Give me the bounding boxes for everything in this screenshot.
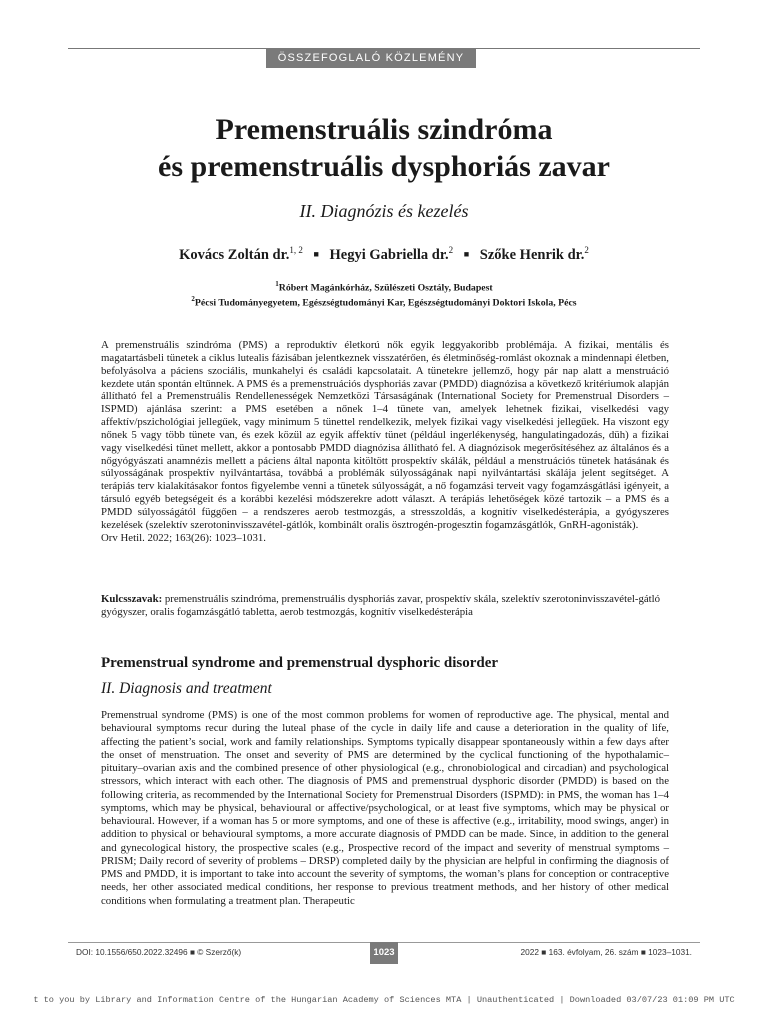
affiliation-text: Róbert Magánkórház, Szülészeti Osztály, Budapest bbox=[278, 282, 493, 294]
article-title-line-2: és premenstruális dysphoriás zavar bbox=[158, 150, 610, 183]
author-name: Szőke Henrik dr. bbox=[479, 246, 585, 263]
section-label: ÖSSZEFOGLALÓ KÖZLEMÉNY bbox=[266, 48, 476, 68]
download-notice: t to you by Library and Information Centre of the Hungarian Academy of Sciences MTA | Unauthenticated | Downloaded 03/07/23 01:09 PM UTC bbox=[33, 995, 735, 1005]
affiliation-2 bbox=[0, 292, 768, 310]
keywords-label: Kulcsszavak: bbox=[101, 593, 163, 605]
abstract-hu bbox=[101, 339, 669, 545]
keywords-text: premenstruális szindróma, premenstruális dysphoriás zavar, prospektív skála, szelektív szerotoninvisszavétel-gátló gyógyszer, oralis fogamzásgátló tabletta, aerob testmozgás, kognitív viselkedésterápia bbox=[101, 593, 661, 618]
affiliation-mark: 2 bbox=[191, 295, 195, 303]
english-abstract bbox=[101, 709, 669, 908]
author-affiliation-mark: 2 bbox=[448, 245, 454, 255]
english-title: Premenstrual syndrome and premenstrual dysphoric disorder bbox=[101, 655, 499, 671]
author-list bbox=[0, 245, 768, 264]
citation: Orv Hetil. 2022; 163(26): 1023–1031. bbox=[101, 531, 266, 544]
author-affiliation-mark: 2 bbox=[584, 245, 589, 255]
author-separator: ■ bbox=[313, 248, 319, 259]
article-title bbox=[0, 111, 768, 185]
affiliation-text: Pécsi Tudományegyetem, Egészségtudományi Kar, Egészségtudományi Doktori Iskola, Pécs bbox=[194, 297, 577, 309]
article-subtitle: II. Diagnózis és kezelés bbox=[299, 201, 469, 221]
keywords bbox=[101, 593, 669, 619]
author-affiliation-mark: 1, 2 bbox=[289, 245, 303, 255]
footer-doi: DOI: 10.1556/650.2022.32496 ■ © Szerző(k) bbox=[76, 947, 242, 957]
english-subtitle: II. Diagnosis and treatment bbox=[101, 680, 272, 697]
affiliation-mark: 1 bbox=[275, 280, 279, 288]
english-abstract-body: Premenstrual syndrome (PMS) is one of the most common problems for women of reproductive age. The physical, mental and behavioural symptoms recur during the luteal phase of the cycle in daily life and cause a deterioration in the quality of life, affecting the patient’s social, work and family relationships. Symptoms typically disappear spontaneously within a few days after the onset of menstruation. The onset and severity of PMS are determined by the cyclical functioning of the hypothalamic–pituitary–ovarian axis and the combined presence of other physiological (e.g., chronobiological and circadian) and psychological stressors, which interact with each other. The diagnosis of PMS and premenstrual dysphoric disorder (PMDD) is based on the following criteria, as recommended by the International Society for Premenstrual Disorders (ISPMD): in PMS, the woman has 1–4 symptoms, which may be physical, behavioural or affective/psychological, or at least five symptoms, which may be physical or behavioural. However, if a woman has 5 or more symptoms, and one of these is affective (e.g., irritability, mood swings, anger) in addition to physical or behavioural symptoms, a more accurate diagnosis of PMDD can be made. Since, in addition to the general and gynecological history, the prospective scales (e.g., Prospective record of the impact and severity of menstrual symptoms – PRISM; Daily record of severity of problems – DRSP) completed daily by the physician are helpful in confirming the diagnosis of PMS and PMDD, it is important to take into account the severity of symptoms, the woman’s plans for conception or contraceptive needs, her other associated medical conditions, her response to previous treatment methods, and her history of other medical conditions when formulating a treatment plan. Therapeutic bbox=[101, 709, 669, 907]
author-name: Kovács Zoltán dr. bbox=[179, 246, 290, 263]
footer-issue: 2022 ■ 163. évfolyam, 26. szám ■ 1023–1031. bbox=[520, 947, 692, 957]
author-separator: ■ bbox=[463, 248, 470, 259]
abstract-body: A premenstruális szindróma (PMS) a reproduktív életkorú nők egyik leggyakoribb problémája. A fizikai, mentális és magatartásbeli tünetek a ciklus lutealis fázisában jelentkeznek visszatérően, és életminőség-romlást okoznak a mindennapi életben, befolyásolva a páciens szociális, munkahelyi és családi kapcsolatait. A tünetekre jellemző, hogy pár nap alatt a menstruáció kezdete után spontán eltűnnek. A PMS és a premenstruációs dysphoriás zavar (PMDD) diagnózisa a következő kritériumok alapján állítható fel a Premenstruális Rendellenességek Nemzetközi Társaságának (International Society for Premenstrual Disorders – ISPMD) ajánlása szerint: a PMS esetében a nőnek 1–4 tünete van, amelyek lehetnek fizikai, viselkedési vagy affektív/pszichológiai jellegűek, vagy minimum 5 tünettel rendelkezik, melyek fizikai vagy viselkedési jellegűek. Ha viszont egy nőnek 5 vagy több tünete van, és ezek közül az egyik affektív tünet (például ingerlékenység, hangulatingadozás, düh) a fizikai vagy viselkedési tünet mellett, akkor a pontosabb PMDD diagnózisa állítható fel. A diagnózisok megerősítéséhez az általános és a nőgyógyászati anamnézis mellett a páciens által naponta kitöltött prospektív skálák, például a menstruációs tünetek hatásának és súlyosságának prospektív nyilvántartása, továbbá a problémák súlyosságának napi nyilvántartási skálája jelent segítséget. A terápiás terv kialakításakor fontos figyelembe venni a tünetek súlyosságát, a nő fogamzási terveit vagy fogamzásgátlási igényeit, a társuló egyéb betegségeit és a korábbi kezelési módszerekre adott választ. A terápiás lehetőségek közé tartozik – a PMS és a PMDD súlyosságától függően – a rendszeres aerob testmozgás, a stresszoldás, a kognitív viselkedésterápia, a gyógyszeres kezelések (szelektív szerotoninvisszavétel-gátlók, kombinált oralis ösztrogén-progesztin fogamzásgátlók, GnRH-agonisták). bbox=[101, 339, 669, 531]
page-number: 1023 bbox=[370, 942, 398, 964]
author-name: Hegyi Gabriella dr. bbox=[329, 246, 449, 263]
article-title-line-1: Premenstruális szindróma bbox=[215, 113, 553, 146]
